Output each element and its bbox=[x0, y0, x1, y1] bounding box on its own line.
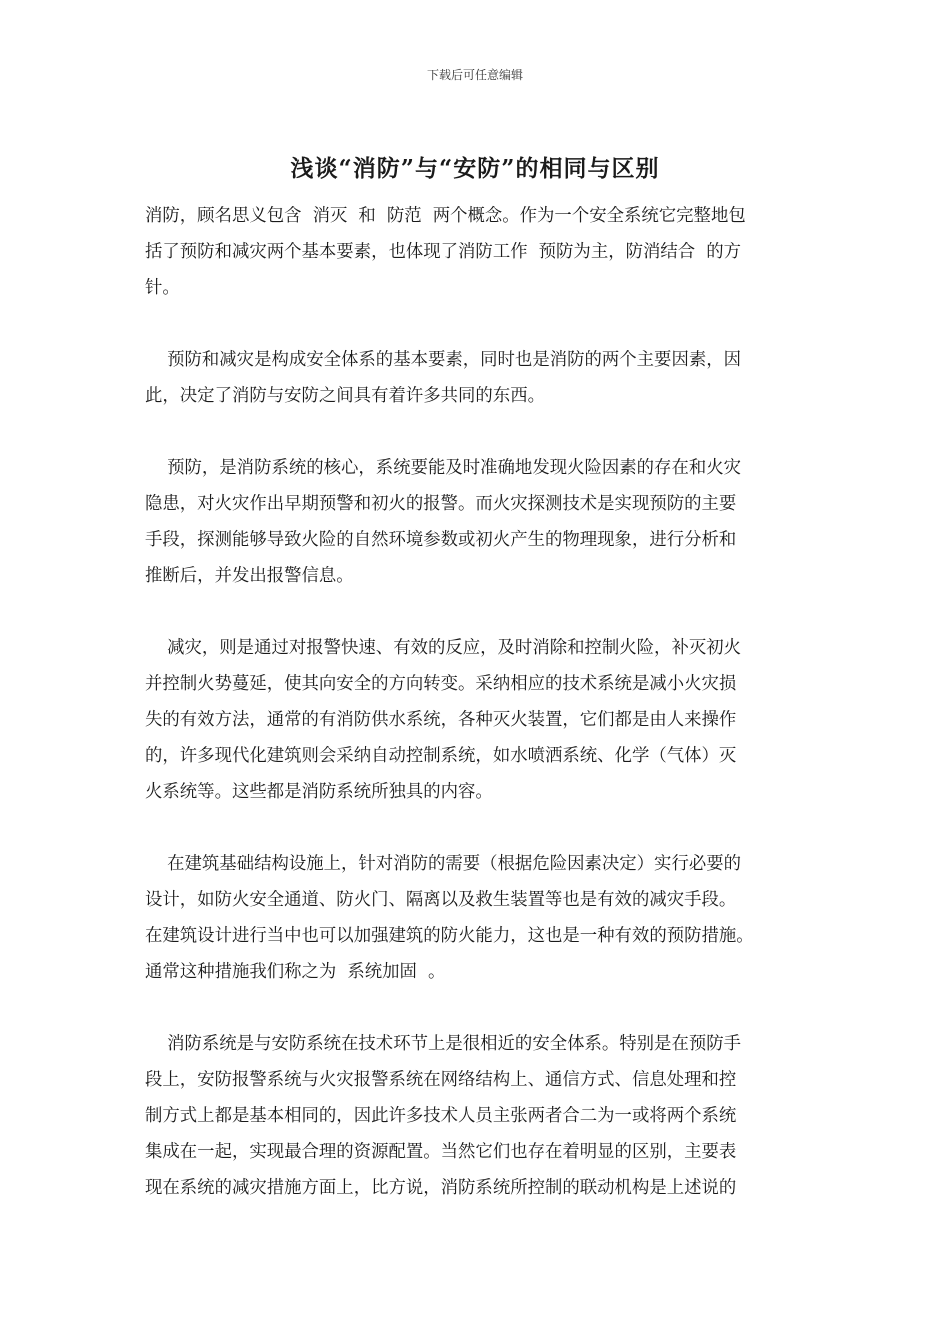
text-line: 段上，安防报警系统与火灾报警系统在网络结构上、通信方式、信息处理和控 bbox=[145, 1070, 737, 1090]
paragraph bbox=[145, 846, 810, 990]
text-line: 设计，如防火安全通道、防火门、隔离以及救生装置等也是有效的减灾手段。 bbox=[145, 890, 737, 910]
paragraph bbox=[145, 342, 810, 414]
text-line: 火系统等。这些都是消防系统所独具的内容。 bbox=[145, 782, 493, 802]
text-line: 预防和减灾是构成安全体系的基本要素，同时也是消防的两个主要因素，因 bbox=[145, 350, 742, 370]
text-line: 并控制火势蔓延，使其向安全的方向转变。采纳相应的技术系统是减小火灾损 bbox=[145, 674, 737, 694]
text-line: 括了预防和减灾两个基本要素，也体现了消防工作 预防为主，防消结合 的方 bbox=[145, 242, 742, 262]
page-header: 下载后可任意编辑 bbox=[426, 68, 523, 82]
text-line: 预防，是消防系统的核心，系统要能及时准确地发现火险因素的存在和火灾 bbox=[145, 458, 742, 478]
paragraph bbox=[145, 198, 810, 306]
paragraph-gap bbox=[145, 810, 810, 846]
text-line: 减灾，则是通过对报警快速、有效的反应，及时消除和控制火险，补灭初火 bbox=[145, 638, 742, 658]
text-line: 在建筑设计进行当中也可以加强建筑的防火能力，这也是一种有效的预防措施。 bbox=[145, 926, 754, 946]
paragraph bbox=[145, 450, 810, 594]
paragraph bbox=[145, 1026, 810, 1206]
text-line: 隐患，对火灾作出早期预警和初火的报警。而火灾探测技术是实现预防的主要 bbox=[145, 494, 737, 514]
text-line: 此，决定了消防与安防之间具有着许多共同的东西。 bbox=[145, 386, 545, 406]
paragraph bbox=[145, 630, 810, 810]
text-line: 集成在一起，实现最合理的资源配置。当然它们也存在着明显的区别，主要表 bbox=[145, 1142, 737, 1162]
text-line: 的，许多现代化建筑则会采纳自动控制系统，如水喷洒系统、化学（气体）灭 bbox=[145, 746, 737, 766]
paragraph-gap bbox=[145, 414, 810, 450]
text-line: 消防系统是与安防系统在技术环节上是很相近的安全体系。特别是在预防手 bbox=[145, 1034, 742, 1054]
text-line: 失的有效方法，通常的有消防供水系统，各种灭火装置，它们都是由人来操作 bbox=[145, 710, 737, 730]
text-line: 通常这种措施我们称之为 系统加固 。 bbox=[145, 962, 446, 982]
text-line: 针。 bbox=[145, 278, 180, 298]
document-body bbox=[145, 198, 810, 1206]
text-line: 推断后，并发出报警信息。 bbox=[145, 566, 354, 586]
text-line: 在建筑基础结构设施上，针对消防的需要（根据危险因素决定）实行必要的 bbox=[145, 854, 742, 874]
text-line: 现在系统的减灾措施方面上，比方说，消防系统所控制的联动机构是上述说的 bbox=[145, 1178, 737, 1198]
text-line: 消防，顾名思义包含 消灭 和 防范 两个概念。作为一个安全系统它完整地包 bbox=[145, 206, 746, 226]
paragraph-gap bbox=[145, 306, 810, 342]
paragraph-gap bbox=[145, 594, 810, 630]
text-line: 手段，探测能够导致火险的自然环境参数或初火产生的物理现象，进行分析和 bbox=[145, 530, 737, 550]
paragraph-gap bbox=[145, 990, 810, 1026]
document-title: 浅谈“消防”与“安防”的相同与区别 bbox=[290, 155, 660, 182]
text-line: 制方式上都是基本相同的，因此许多技术人员主张两者合二为一或将两个系统 bbox=[145, 1106, 737, 1126]
